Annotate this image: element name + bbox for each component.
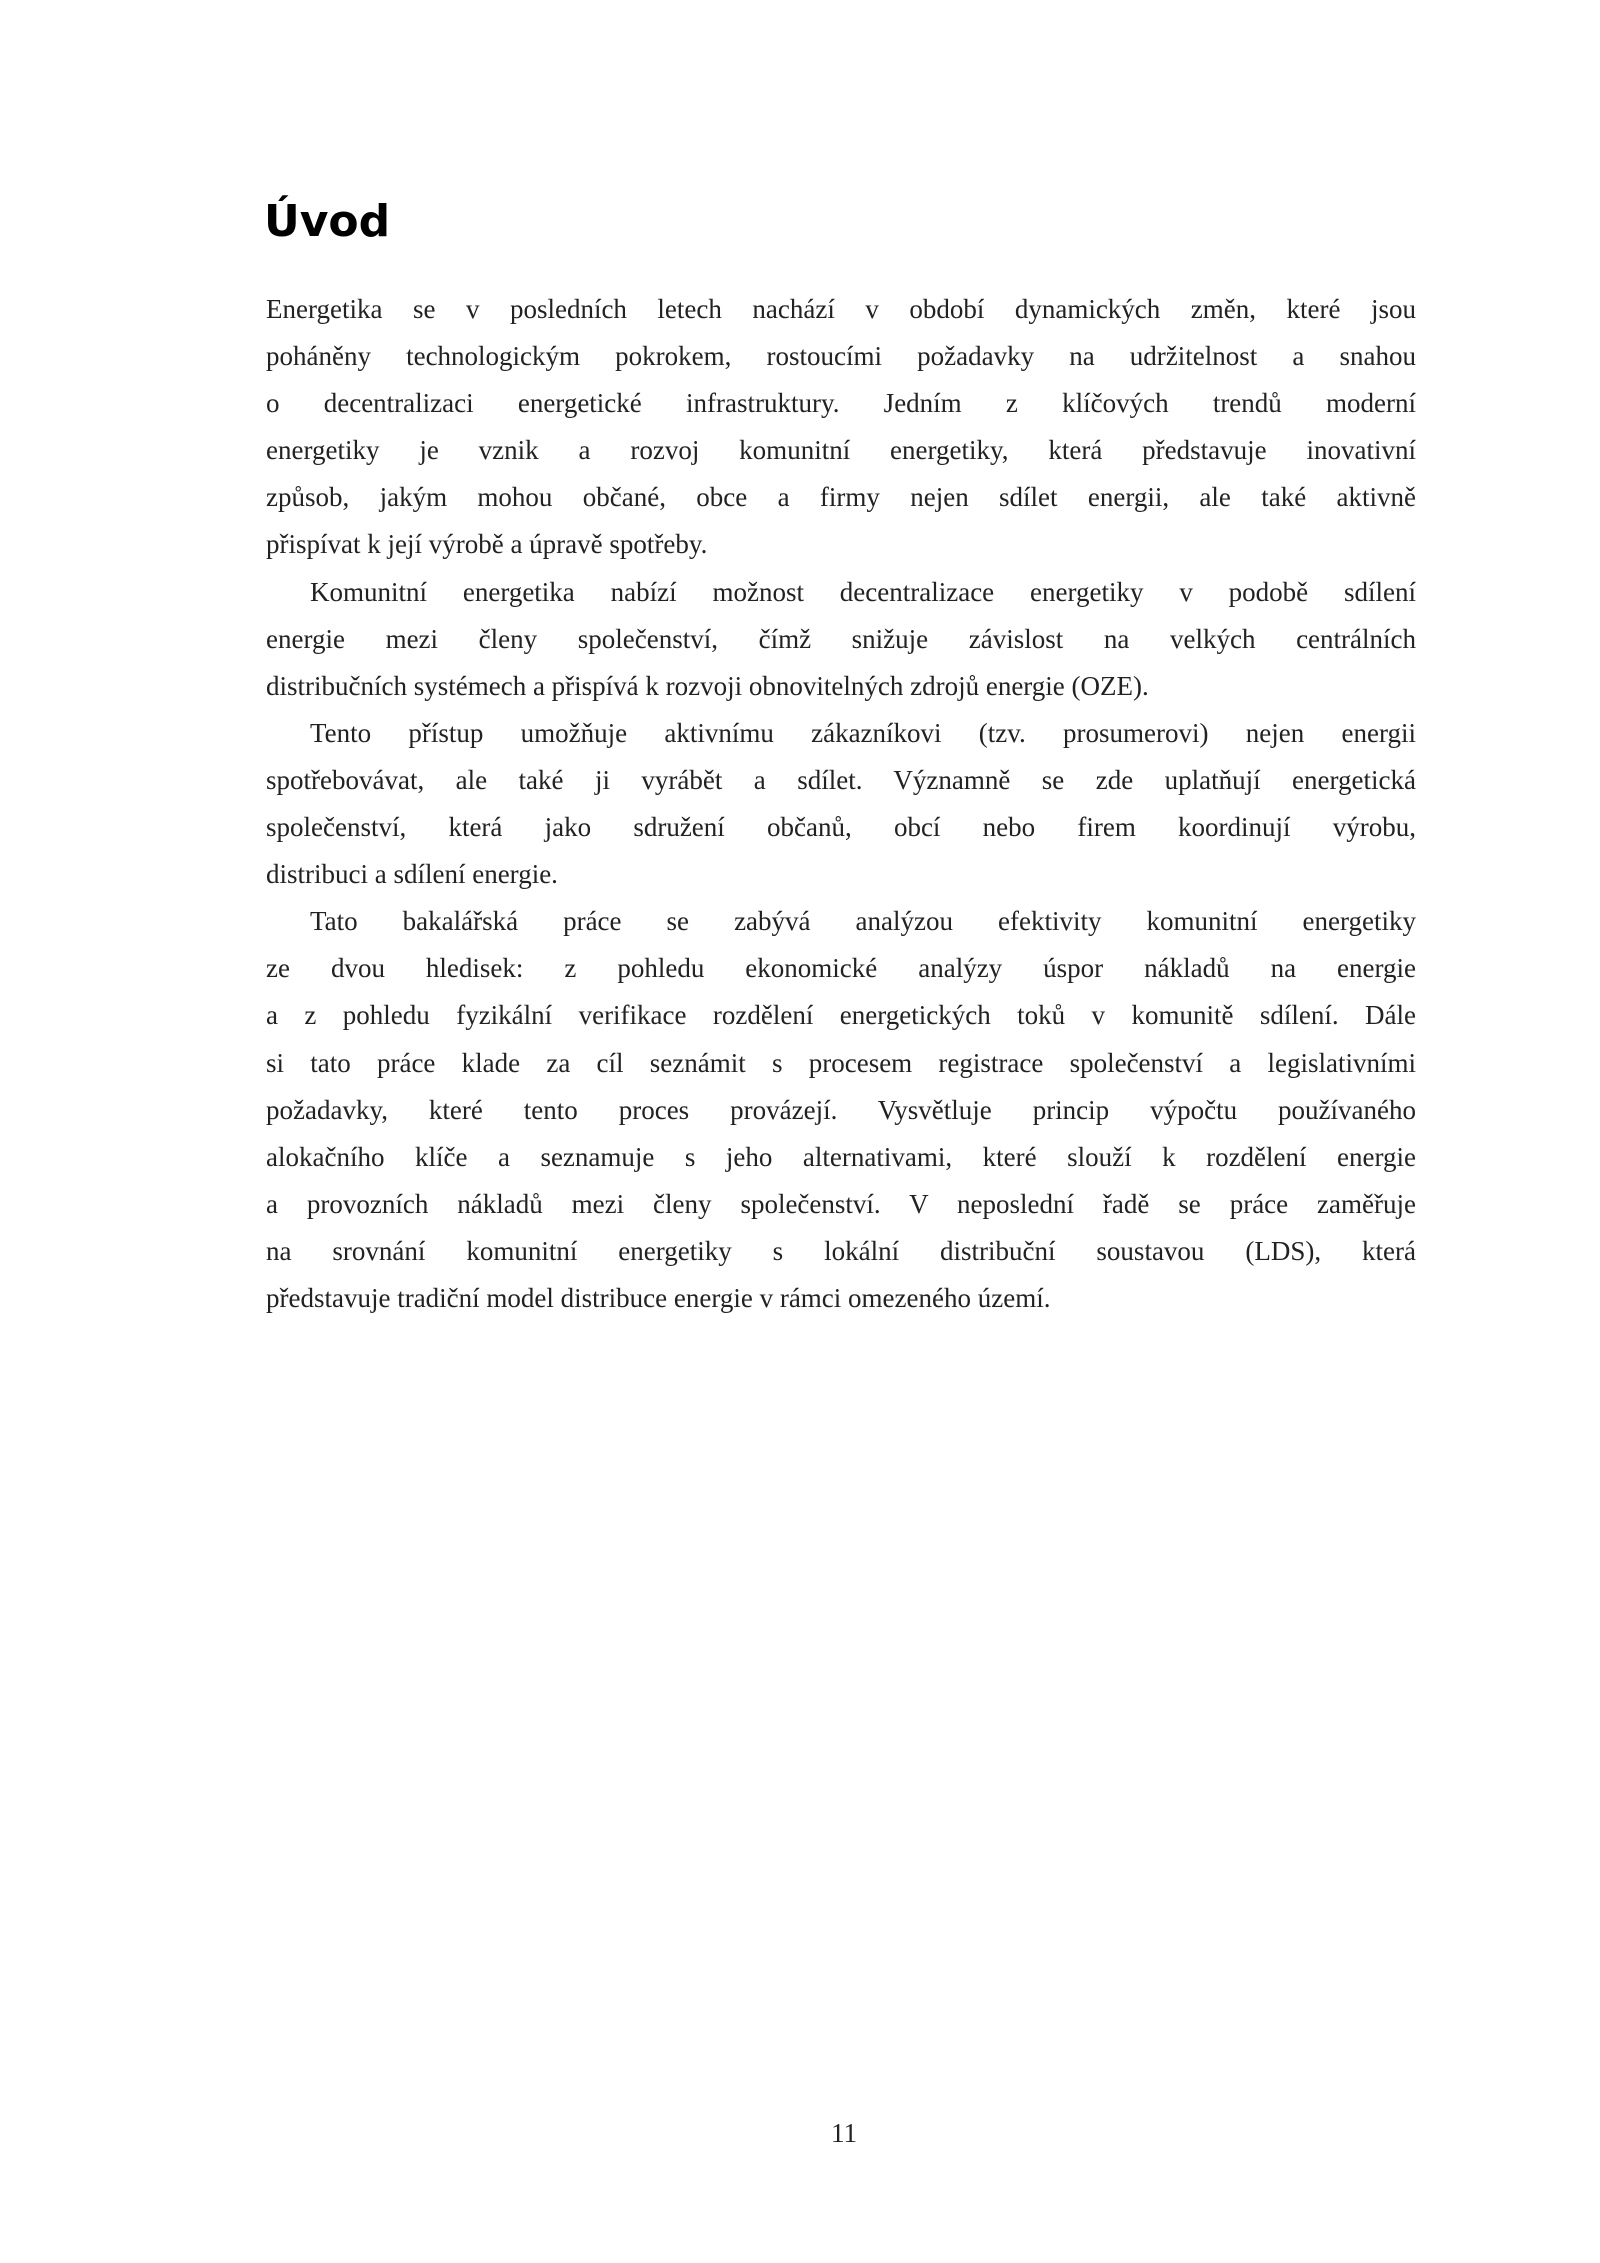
text-line: a z pohledu fyzikální verifikace rozdělení energetických toků v komunitě sdílení. Dále xyxy=(266,1000,1416,1031)
text-line: a provozních nákladů mezi členy společenství. V neposlední řadě se práce zaměřuje xyxy=(266,1188,1416,1219)
paragraph xyxy=(266,710,1416,898)
text-line: alokačního klíče a seznamuje s jeho alternativami, které slouží k rozdělení energie xyxy=(266,1141,1416,1172)
text-line: Komunitní energetika nabízí možnost decentralizace energetiky v podobě sdílení xyxy=(310,576,1416,607)
paragraph xyxy=(266,569,1416,710)
text-line: ze dvou hledisek: z pohledu ekonomické analýzy úspor nákladů na energie xyxy=(266,953,1416,984)
paragraph xyxy=(266,286,1416,569)
text-line: společenství, která jako sdružení občanů, obcí nebo firem koordinují výrobu, xyxy=(266,812,1416,843)
page-number: 11 xyxy=(831,2118,857,2148)
body-text xyxy=(266,286,1416,1322)
text-line: spotřebovávat, ale také ji vyrábět a sdílet. Významně se zde uplatňují energetická xyxy=(266,764,1416,795)
text-line: představuje tradiční model distribuce energie v rámci omezeného území. xyxy=(266,1282,1051,1313)
text-line: energetiky je vznik a rozvoj komunitní energetiky, která představuje inovativní xyxy=(266,435,1416,466)
text-line: o decentralizaci energetické infrastruktury. Jedním z klíčových trendů moderní xyxy=(266,388,1416,419)
text-line: požadavky, které tento proces provázejí. Vysvětluje princip výpočtu používaného xyxy=(266,1094,1416,1125)
paragraph xyxy=(266,898,1416,1322)
text-line: Tato bakalářská práce se zabývá analýzou efektivity komunitní energetiky xyxy=(310,906,1416,937)
text-line: distribuci a sdílení energie. xyxy=(266,859,558,890)
text-line: poháněny technologickým pokrokem, rostoucími požadavky na udržitelnost a snahou xyxy=(266,341,1416,372)
text-line: Energetika se v posledních letech nachází v období dynamických změn, které jsou xyxy=(266,294,1416,324)
chapter-heading: Úvod xyxy=(264,196,391,247)
text-line: způsob, jakým mohou občané, obce a firmy nejen sdílet energii, ale také aktivně xyxy=(266,482,1416,513)
text-line: distribučních systémech a přispívá k rozvoji obnovitelných zdrojů energie (OZE). xyxy=(266,670,1149,701)
text-line: na srovnání komunitní energetiky s lokální distribuční soustavou (LDS), která xyxy=(266,1235,1416,1266)
text-line: si tato práce klade za cíl seznámit s procesem registrace společenství a legislativními xyxy=(266,1047,1416,1078)
text-line: přispívat k její výrobě a úpravě spotřeby. xyxy=(266,529,708,560)
text-line: energie mezi členy společenství, čímž snižuje závislost na velkých centrálních xyxy=(266,623,1416,654)
text-line: Tento přístup umožňuje aktivnímu zákazníkovi (tzv. prosumerovi) nejen energii xyxy=(310,717,1416,748)
